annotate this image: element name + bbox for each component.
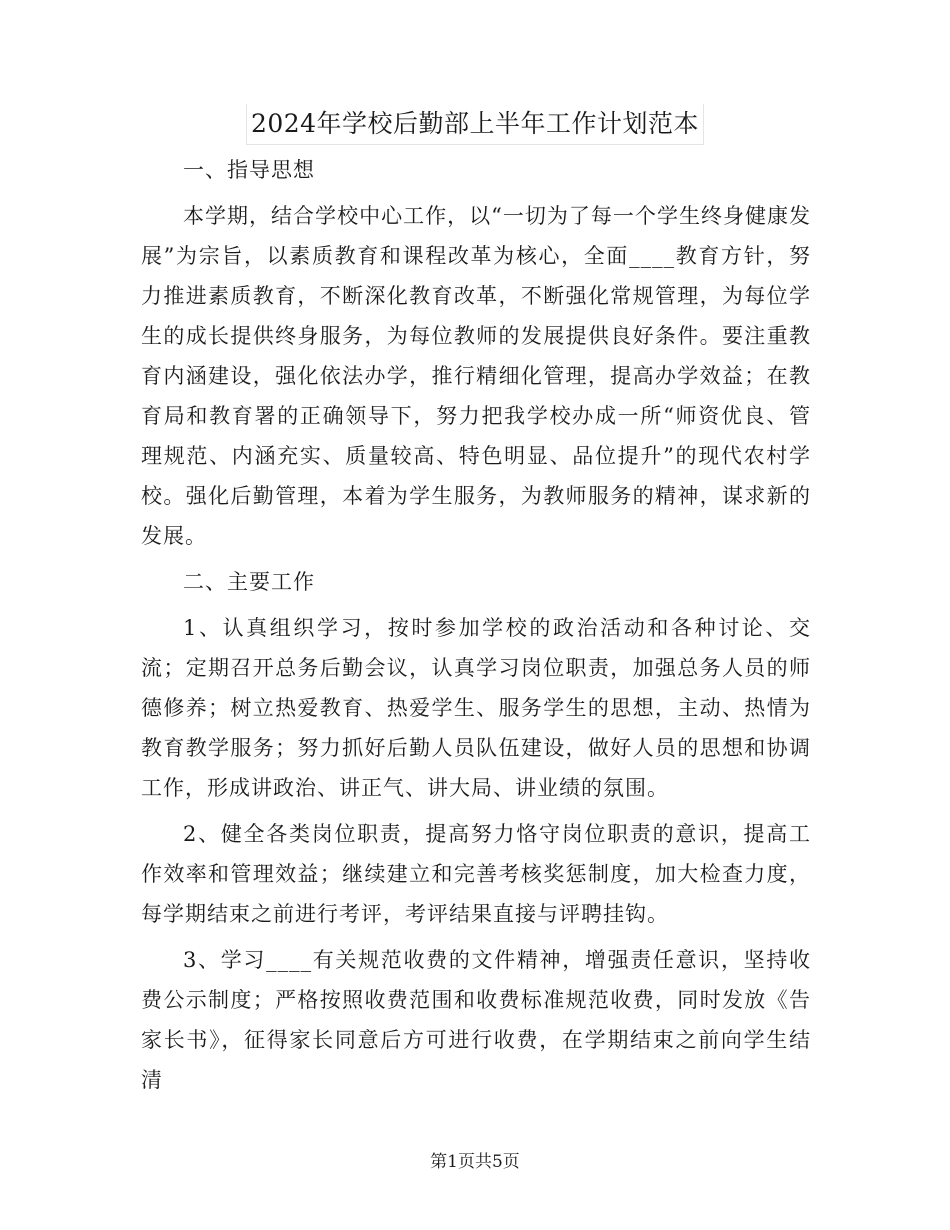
heading-guiding-ideology: 一、指导思想 <box>183 158 315 182</box>
page-footer <box>0 1150 950 1174</box>
document-title <box>0 104 950 145</box>
paragraph-item-2: 2、健全各类岗位职责，提高努力恪守岗位职责的意识，提高工作效率和管理效益；继续建立和完善考核奖惩制度，加大检查力度，每学期结束之前进行考评，考评结果直接与评聘挂钩。 <box>141 822 811 926</box>
paragraph-item-3: 3、学习____有关规范收费的文件精神，增强责任意识，坚持收费公示制度；严格按照收费范围和收费标准规范收费，同时发放《告家长书》，征得家长同意后方可进行收费，在学期结束之前向学生结清 <box>141 948 811 1092</box>
heading-main-work: 二、主要工作 <box>183 570 315 594</box>
paragraph-guiding-ideology: 本学期，结合学校中心工作，以“一切为了每一个学生终身健康发展”为宗旨，以素质教育和课程改革为核心，全面____教育方针，努力推进素质教育，不断深化教育改革，不断强化常规管理，为每位学生的成长提供终身服务，为每位教师的发展提供良好条件。要注重教育内涵建设，强化依法办学，推行精细化管理，提高办学效益；在教育局和教育署的正确领导下，努力把我学校办成一所“师资优良、管理规范、内涵充实、质量较高、特色明显、品位提升”的现代农村学校。强化后勤管理，本着为学生服务，为教师服务的精神，谋求新的发展。 <box>141 204 811 548</box>
document-body <box>141 150 811 1106</box>
document-title-text: 2024年学校后勤部上半年工作计划范本 <box>246 104 704 145</box>
paragraph-item-1: 1、认真组织学习，按时参加学校的政治活动和各种讨论、交流；定期召开总务后勤会议，认真学习岗位职责，加强总务人员的师德修养；树立热爱教育、热爱学生、服务学生的思想，主动、热情为教育教学服务；努力抓好后勤人员队伍建设，做好人员的思想和协调工作，形成讲政治、讲正气、讲大局、讲业绩的氛围。 <box>141 616 811 800</box>
page-number: 第1页共5页 <box>430 1152 520 1172</box>
